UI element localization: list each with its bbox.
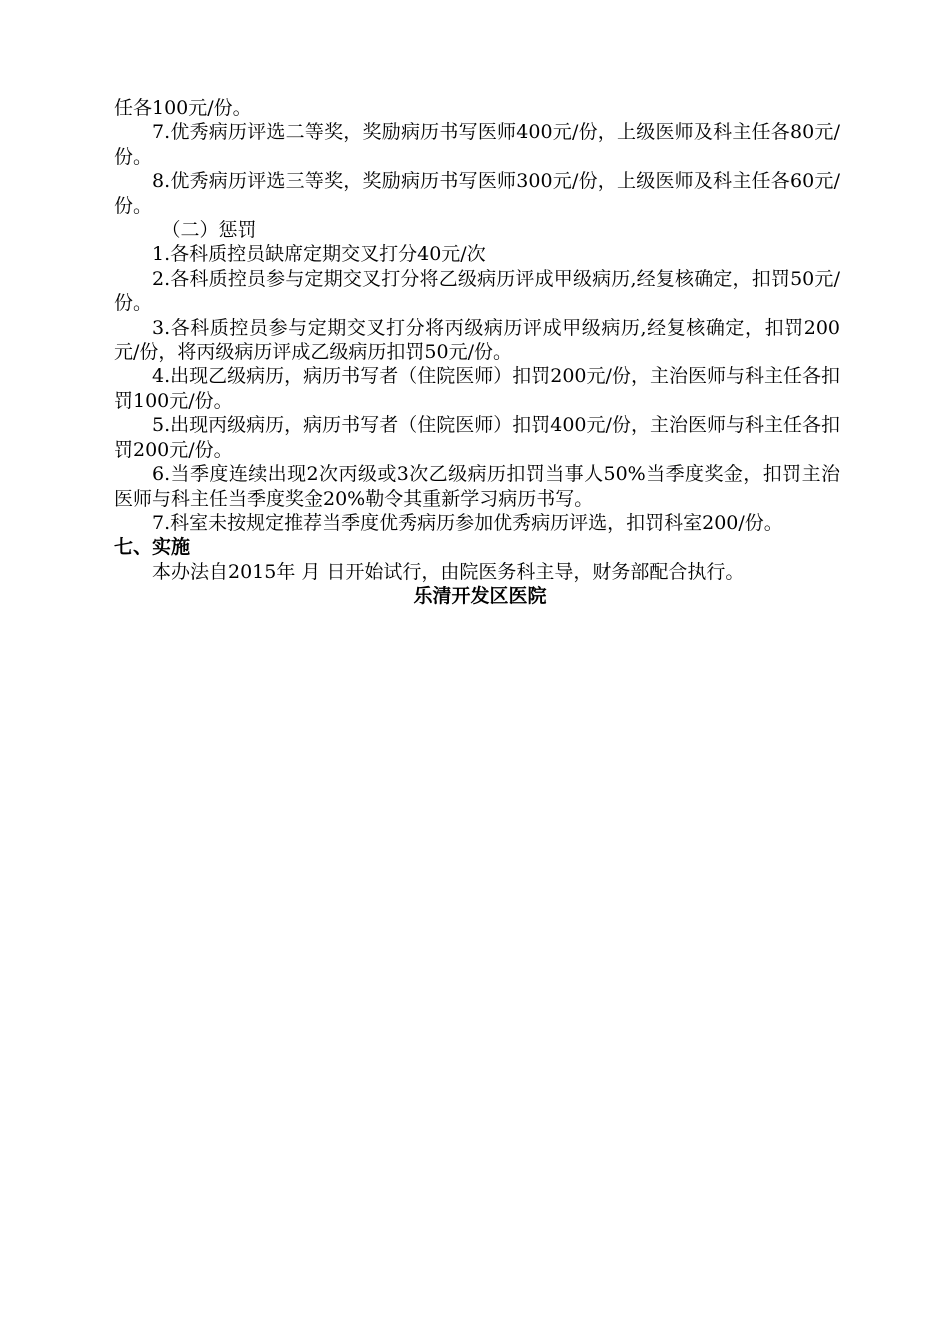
penalty-item-2: 2.各科质控员参与定期交叉打分将乙级病历评成甲级病历,经复核确定，扣罚50元/份。 [114, 267, 840, 315]
section-seven-heading: 七、实施 [114, 536, 191, 559]
hospital-signature: 乐清开发区医院 [413, 585, 547, 608]
penalty-item-4: 4.出现乙级病历，病历书写者（住院医师）扣罚200元/份，主治医师与科主任各扣罚100元/份。 [114, 365, 840, 412]
penalty-heading: （二）惩罚 [161, 219, 257, 242]
penalty-item-6: 6.当季度连续出现2次丙级或3次乙级病历扣罚当事人50%当季度奖金，扣罚主治医师与科主任当季度奖金20%勒令其重新学习病历书写。 [114, 463, 840, 510]
penalty-item-1: 1.各科质控员缺席定期交叉打分40元/次 [152, 243, 486, 266]
implementation-text: 本办法自2015年 月 日开始试行，由院医务科主导，财务部配合执行。 [152, 560, 745, 583]
document-page [114, 96, 840, 609]
reward-item-7: 7.优秀病历评选二等奖，奖励病历书写医师400元/份，上级医师及科主任各80元/份。 [114, 121, 840, 168]
reward-item-8: 8.优秀病历评选三等奖，奖励病历书写医师300元/份，上级医师及科主任各60元/份。 [114, 170, 840, 217]
penalty-item-5: 5.出现丙级病历，病历书写者（住院医师）扣罚400元/份，主治医师与科主任各扣罚200元/份。 [114, 414, 840, 461]
continuation-line: 任各100元/份。 [114, 97, 252, 119]
penalty-item-3: 3.各科质控员参与定期交叉打分将丙级病历评成甲级病历,经复核确定，扣罚200元/份，将丙级病历评成乙级病历扣罚50元/份。 [114, 316, 840, 364]
penalty-item-7: 7.科室未按规定推荐当季度优秀病历参加优秀病历评选，扣罚科室200/份。 [152, 511, 783, 534]
